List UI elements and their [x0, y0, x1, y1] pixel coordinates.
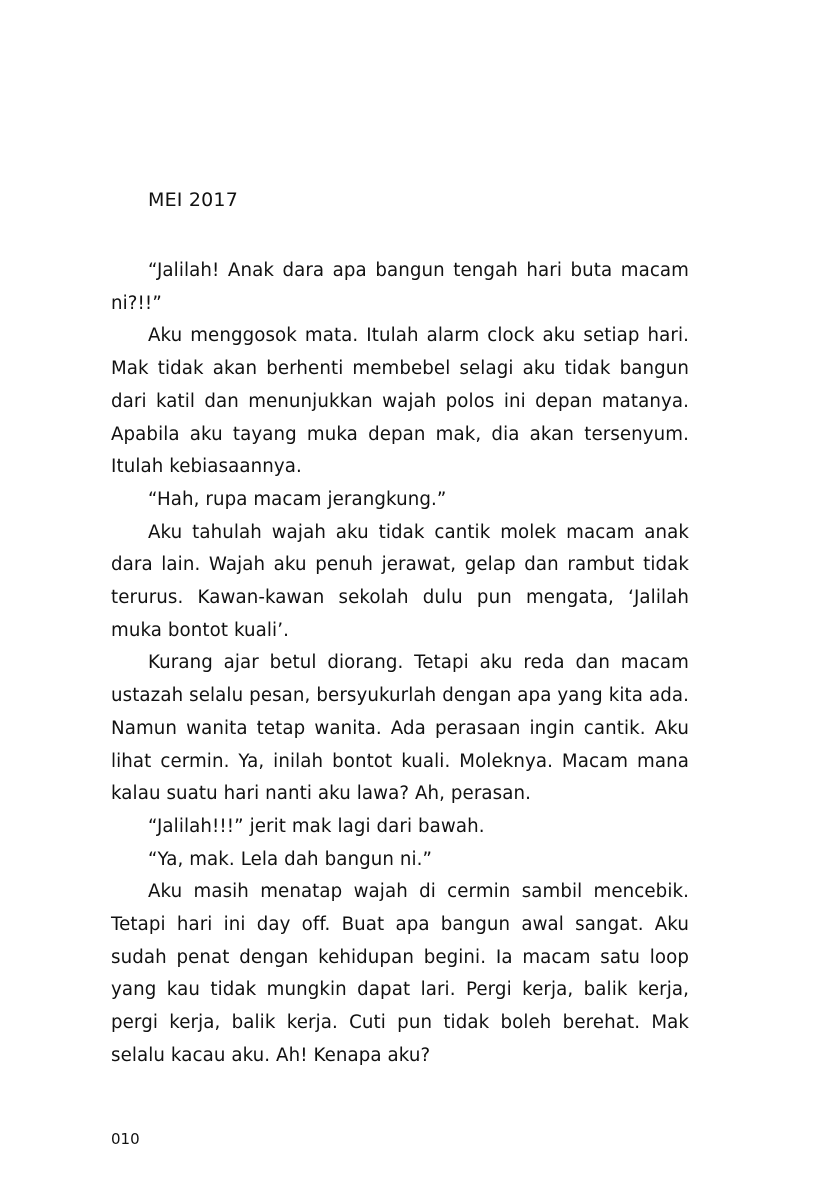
paragraph: “Ya, mak. Lela dah bangun ni.”: [148, 848, 433, 870]
paragraph: Kurang ajar betul diorang. Tetapi aku reda dan macam ustazah selalu pesan, bersyukurlah dengan apa yang kita ada. Namun wanita tetap wanita. Ada perasaan ingin cantik. Aku lihat cermin. Ya, inilah bontot kuali. Moleknya. Macam mana kalau suatu hari nanti aku lawa? Ah, perasan.: [111, 652, 689, 805]
paragraph: “Hah, rupa macam jerangkung.”: [148, 488, 447, 510]
paragraph: Aku masih menatap wajah di cermin sambil mencebik. Tetapi hari ini day off. Buat apa bangun awal sangat. Aku sudah penat dengan kehidupan begini. Ia macam satu loop yang kau tidak mungkin dapat lari. Pergi kerja, balik kerja, pergi kerja, balik kerja. Cuti pun tidak boleh berehat. Mak selalu kacau aku. Ah! Kenapa aku?: [111, 881, 689, 1066]
paragraph: Aku tahulah wajah aku tidak cantik molek macam anak dara lain. Wajah aku penuh jerawat, gelap dan rambut tidak terurus. Kawan-kawan sekolah dulu pun mengata, ‘Jalilah muka bontot kuali’.: [111, 521, 689, 641]
paragraph: “Jalilah! Anak dara apa bangun tengah hari buta macam ni?!!”: [111, 260, 689, 314]
page-number: 010: [111, 1130, 140, 1148]
body-text: [111, 255, 689, 1073]
paragraph: Aku menggosok mata. Itulah alarm clock aku setiap hari. Mak tidak akan berhenti membebel selagi aku tidak bangun dari katil dan menunjukkan wajah polos ini depan matanya. Apabila aku tayang muka depan mak, dia akan tersenyum. Itulah kebiasaannya.: [111, 325, 689, 478]
chapter-heading: MEI 2017: [148, 189, 238, 211]
paragraph: “Jalilah!!!” jerit mak lagi dari bawah.: [148, 815, 485, 837]
